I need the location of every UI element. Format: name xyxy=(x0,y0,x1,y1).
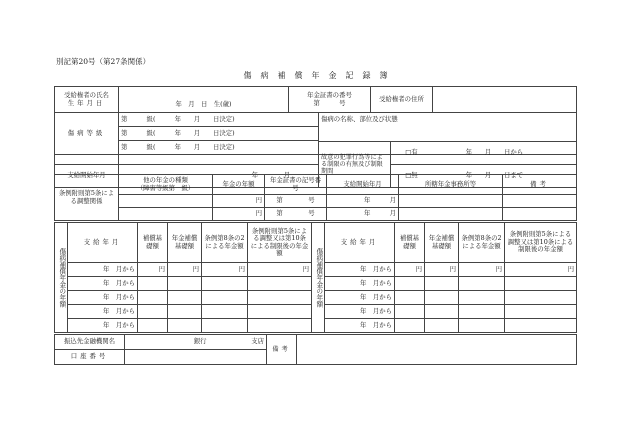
address-value xyxy=(433,87,577,113)
grade-row: 第 級( 年 月 日決定) xyxy=(119,113,319,127)
row-month: 年 月から xyxy=(325,319,395,333)
col-start: 支給開始年月 xyxy=(327,175,399,195)
start-value: 年 月 xyxy=(327,208,399,221)
row-cell xyxy=(138,319,168,333)
row-cell xyxy=(138,277,168,291)
adjustment-table xyxy=(54,174,577,221)
row-cell xyxy=(425,291,459,305)
yen-cell: 円 xyxy=(213,195,265,208)
col-adjusted: 条例附則第5条による調整又は第10条による制限後の年金額 xyxy=(505,223,577,263)
col-pension-amount: 年金の年額 xyxy=(213,175,265,195)
cert-number-cell: 年金証書の番号 第 号 xyxy=(289,87,371,113)
account-label: 口座番号 xyxy=(55,350,125,365)
cert-value: 第 号 xyxy=(265,195,327,208)
account-value xyxy=(125,350,267,365)
row-cell xyxy=(459,319,505,333)
recipient-info-table xyxy=(54,86,577,113)
row-cell xyxy=(168,277,202,291)
col-cert-number: 年金証書の記号番号 xyxy=(265,175,327,195)
col-article8: 条例第8条の2による年金額 xyxy=(202,223,248,263)
col-base: 補償基礎額 xyxy=(138,223,168,263)
col-adjusted: 条例附則第5条による調整又は第10条による制限後の年金額 xyxy=(248,223,312,263)
start-label xyxy=(55,142,119,165)
row-cell xyxy=(202,305,248,319)
row-adjusted: 円 xyxy=(505,263,577,277)
row-month: 年 月から xyxy=(68,263,138,277)
row-cell xyxy=(425,319,459,333)
row-month: 年 月から xyxy=(325,277,395,291)
start-value: 年 月 xyxy=(327,195,399,208)
col-month: 支給年月 xyxy=(325,223,395,263)
row-cell xyxy=(168,319,202,333)
row-month: 年 月から xyxy=(68,277,138,291)
pension-amount-table xyxy=(54,222,577,333)
row-cell xyxy=(395,305,425,319)
remarks-value xyxy=(297,335,577,365)
row-cell xyxy=(425,277,459,291)
row-cell xyxy=(395,277,425,291)
row-cell xyxy=(459,305,505,319)
adjustment-label: 条例附則第5条による調整関係 xyxy=(55,175,119,221)
row-cell xyxy=(202,291,248,305)
row-cell xyxy=(505,291,577,305)
bank-table xyxy=(54,334,577,365)
grade-row: 第 級( 年 月 日決定) xyxy=(119,127,319,141)
row-article8: 円 xyxy=(202,263,248,277)
row-month: 年 月から xyxy=(68,291,138,305)
col-office: 所轄年金事務所等 xyxy=(399,175,503,195)
col-remarks: 備考 xyxy=(503,175,577,195)
birthdate-cell: 年 月 日 生(歳) xyxy=(119,87,289,113)
row-cell xyxy=(248,277,312,291)
row-cell xyxy=(248,305,312,319)
remarks-label: 備考 xyxy=(267,335,297,365)
row-month: 年 月から xyxy=(325,291,395,305)
page-title: 傷病補償年金記録簿 xyxy=(243,71,397,80)
row-base: 円 xyxy=(395,263,425,277)
row-pension-base: 円 xyxy=(425,263,459,277)
row-cell xyxy=(248,319,312,333)
crime-label: 故意の犯罪行為等による制限の有無及び制限期間 xyxy=(319,142,391,188)
cert-value: 第 号 xyxy=(265,208,327,221)
injury-cell: 傷病の名称、部位及び状態 xyxy=(319,113,577,155)
row-month: 年 月から xyxy=(68,319,138,333)
period-to: □無 年 月 日まで xyxy=(391,165,577,188)
row-cell xyxy=(459,291,505,305)
col-article8: 条例第8条の2による年金額 xyxy=(459,223,505,263)
address-label: 受給権者の住所 xyxy=(371,87,433,113)
row-cell xyxy=(138,291,168,305)
row-month: 年 月から xyxy=(68,305,138,319)
row-cell xyxy=(505,319,577,333)
col-pension-base: 年金補償基礎額 xyxy=(168,223,202,263)
col-benefit-type: 他の年金の種類 （障害等級第 級） xyxy=(119,175,213,195)
row-cell xyxy=(248,291,312,305)
start-label-text: 支給開始年月 xyxy=(55,165,119,188)
bank-value: 銀行 支店 xyxy=(125,335,267,350)
row-cell xyxy=(168,305,202,319)
grade-row: 第 級( 年 月 日決定) xyxy=(119,141,319,155)
row-month: 年 月から xyxy=(325,263,395,277)
col-month: 支給年月 xyxy=(68,223,138,263)
col-pension-base: 年金補償基礎額 xyxy=(425,223,459,263)
row-cell xyxy=(459,277,505,291)
row-cell xyxy=(505,305,577,319)
row-cell xyxy=(505,277,577,291)
row-base: 円 xyxy=(138,263,168,277)
pension-side-label: 傷病補償年金の年額 xyxy=(312,223,325,333)
row-adjusted: 円 xyxy=(248,263,312,277)
start-value: 年 月 xyxy=(119,165,319,188)
form-number: 別記第20号（第27条関係） xyxy=(56,57,151,66)
yen-cell: 円 xyxy=(213,208,265,221)
row-cell xyxy=(425,305,459,319)
row-cell xyxy=(202,277,248,291)
bank-label: 振込先金融機関名 xyxy=(55,335,125,350)
period-from: □有 年 月 日から xyxy=(391,142,577,165)
row-article8: 円 xyxy=(459,263,505,277)
col-base: 補償基礎額 xyxy=(395,223,425,263)
recipient-name-label: 受給権者の氏名 生年月日 xyxy=(55,87,119,113)
row-month: 年 月から xyxy=(325,305,395,319)
row-cell xyxy=(202,319,248,333)
grade-label: 傷病等級 xyxy=(55,113,119,155)
row-cell xyxy=(395,291,425,305)
row-cell xyxy=(168,291,202,305)
row-cell xyxy=(138,305,168,319)
pension-side-label: 傷病補償年金の年額 xyxy=(55,223,68,333)
row-cell xyxy=(395,319,425,333)
row-pension-base: 円 xyxy=(168,263,202,277)
